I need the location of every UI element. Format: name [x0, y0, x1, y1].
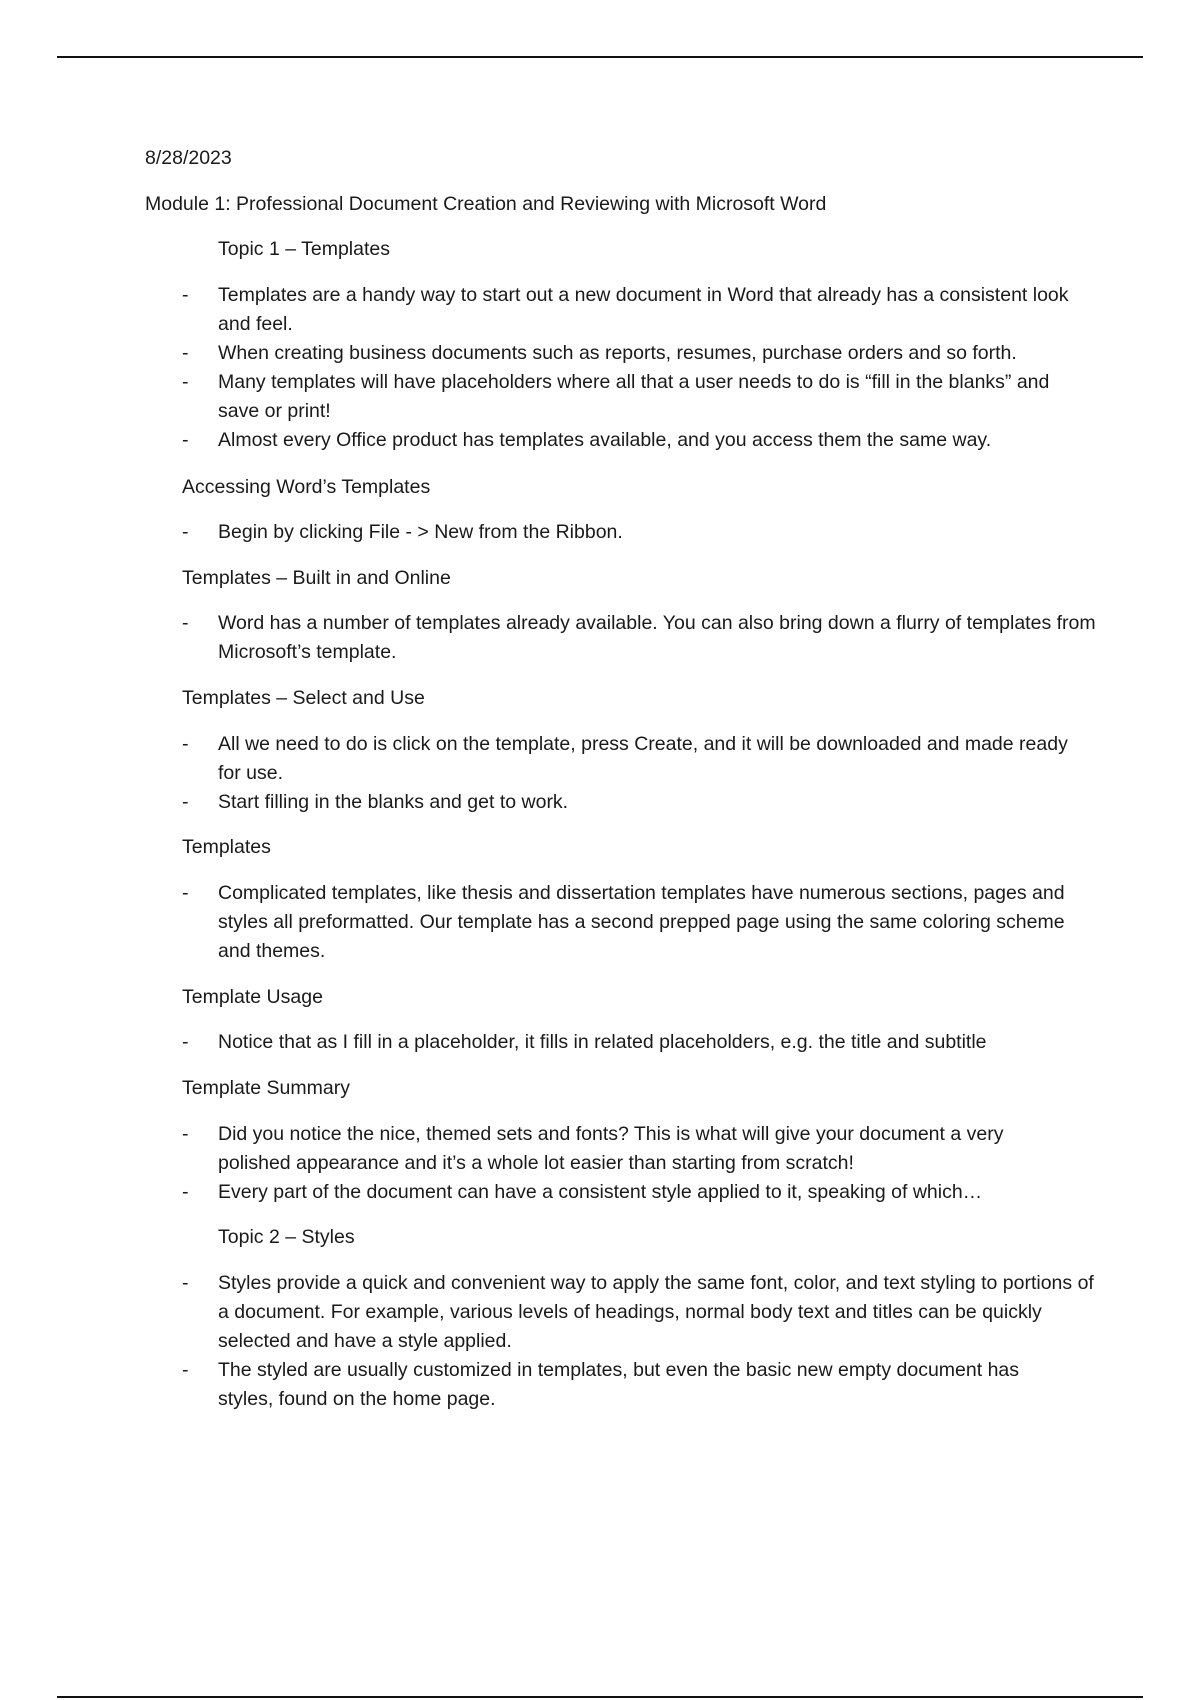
bullet-dash: -: [182, 1031, 189, 1053]
bullet-dash: -: [182, 612, 189, 634]
document-date: 8/28/2023: [145, 147, 232, 169]
select-use-bullet-1: All we need to do is click on the template, press Create, and it will be downloaded and made ready for use.: [218, 733, 1068, 784]
summary-bullet-1: Did you notice the nice, themed sets and fonts? This is what will give your document a very polished appearance and it’s a whole lot easier than starting from scratch!: [218, 1123, 1004, 1174]
bullet-dash: -: [182, 882, 189, 904]
bullet-dash: -: [182, 284, 189, 306]
bullet-dash: -: [182, 733, 189, 755]
templates-heading: Templates: [182, 836, 271, 858]
topic1-heading: Topic 1 – Templates: [218, 238, 390, 260]
summary-heading: Template Summary: [182, 1077, 350, 1099]
bullet-dash: -: [182, 371, 189, 393]
bullet-dash: -: [182, 342, 189, 364]
module-title: Module 1: Professional Document Creation and Reviewing with Microsoft Word: [145, 193, 827, 215]
top-rule: [57, 56, 1143, 58]
topic2-bullet-2: The styled are usually customized in templates, but even the basic new empty document has styles, found on the home page.: [218, 1359, 1020, 1410]
bullet-dash: -: [182, 1123, 189, 1145]
bullet-dash: -: [182, 1359, 189, 1381]
topic2-heading: Topic 2 – Styles: [218, 1226, 355, 1248]
summary-bullet-2: Every part of the document can have a consistent style applied to it, speaking of which…: [218, 1181, 983, 1203]
topic1-bullet-1: Templates are a handy way to start out a new document in Word that already has a consistent look and feel.: [218, 284, 1069, 335]
topic2-bullet-1: Styles provide a quick and convenient way to apply the same font, color, and text styling to portions of a document. For example, various levels of headings, normal body text and titles can be quickly selected and have a style applied.: [218, 1272, 1094, 1352]
bullet-dash: -: [182, 791, 189, 813]
topic1-bullet-3: Many templates will have placeholders where all that a user needs to do is “fill in the blanks” and save or print!: [218, 371, 1050, 422]
built-in-heading: Templates – Built in and Online: [182, 567, 451, 589]
usage-bullet-1: Notice that as I fill in a placeholder, it fills in related placeholders, e.g. the title and subtitle: [218, 1031, 987, 1053]
select-use-heading: Templates – Select and Use: [182, 687, 425, 709]
bullet-dash: -: [182, 1272, 189, 1294]
templates-bullet-1: Complicated templates, like thesis and dissertation templates have numerous sections, pages and styles all preformatted. Our template has a second prepped page using the same coloring scheme and themes.: [218, 882, 1065, 962]
built-in-bullet-1: Word has a number of templates already available. You can also bring down a flurry of templates from Microsoft’s template.: [218, 612, 1096, 663]
topic1-bullet-2: When creating business documents such as reports, resumes, purchase orders and so forth.: [218, 342, 1017, 364]
bullet-dash: -: [182, 1181, 189, 1203]
bottom-rule: [57, 1696, 1143, 1698]
bullet-dash: -: [182, 429, 189, 451]
accessing-bullet-1: Begin by clicking File - > New from the Ribbon.: [218, 521, 623, 543]
accessing-heading: Accessing Word’s Templates: [182, 476, 431, 498]
bullet-dash: -: [182, 521, 189, 543]
usage-heading: Template Usage: [182, 986, 323, 1008]
select-use-bullet-2: Start filling in the blanks and get to work.: [218, 791, 569, 813]
topic1-bullet-4: Almost every Office product has templates available, and you access them the same way.: [218, 429, 992, 451]
